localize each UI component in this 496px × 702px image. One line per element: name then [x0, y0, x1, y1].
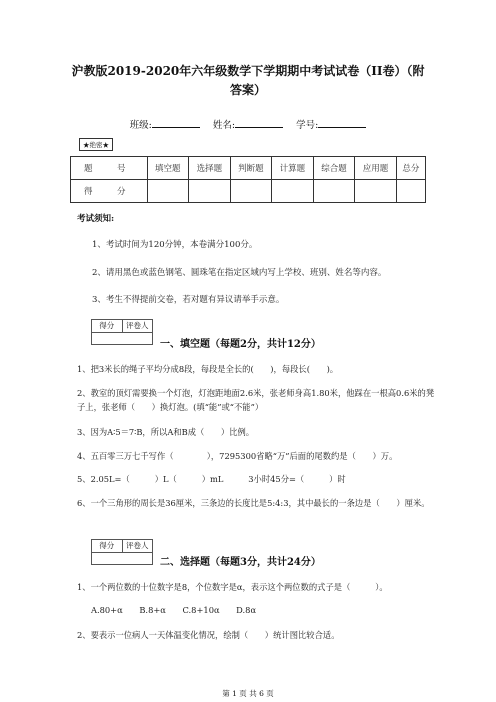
secret-badge: ★绝密★	[79, 138, 113, 151]
score-header-cell: 计算题	[272, 157, 314, 180]
question-item: 5、2.05L=（ ）L（ ）mL 3小时45分=（ ）时	[77, 474, 346, 484]
section1-heading: 一、填空题（每题2分，共计12分）	[160, 339, 321, 350]
name-field[interactable]	[235, 117, 283, 128]
notice-item: 1、考试时间为120分钟，本卷满分100分。	[92, 240, 258, 250]
question-item: 3、因为A∶5＝7∶B，所以A和B成（ ）比例。	[77, 427, 255, 437]
question-item: 1、把3米长的绳子平均分成8段，每段是全长的( )，每段长( )。	[77, 364, 339, 374]
grade-box-score-label: 得分	[92, 320, 123, 332]
notice-item: 3、考生不得提前交卷，若对题有异议请举手示意。	[92, 295, 285, 305]
class-label: 班级:	[129, 120, 152, 131]
score-header-cell: 选择题	[189, 157, 231, 180]
score-cell[interactable]	[147, 180, 189, 203]
score-header-cell: 判断题	[230, 157, 272, 180]
score-cell[interactable]	[230, 180, 272, 203]
score-cell[interactable]	[396, 180, 425, 203]
notice-title: 考试须知:	[77, 214, 115, 224]
score-header-cell: 综合题	[313, 157, 355, 180]
score-table	[70, 156, 426, 203]
page-title-line1: 沪教版2019-2020年六年级数学下学期期中考试试卷（II卷）（附	[71, 64, 425, 78]
question-item: 6、一个三角形的周长是36厘米，三条边的长度比是5:4:3，其中最长的一条边是（ ）厘米。	[77, 498, 430, 508]
grade-box-reviewer-label: 评卷人	[126, 321, 149, 330]
score-row-label: 得 分	[71, 180, 148, 203]
number-field[interactable]	[318, 117, 366, 128]
grade-box-2	[91, 539, 153, 565]
question-item: 4、五百零三万七千写作（ ），7295300省略“万”后面的尾数约是（ ）万。	[77, 451, 398, 461]
score-cell[interactable]	[272, 180, 314, 203]
question-item: 2、教室的顶灯需要换一个灯泡，灯泡距地面2.6米，张老师身高1.80米，他踩在一根高0.6米的凳子上，张老师（ ）换灯泡。(填“能”或“不能”）	[77, 388, 435, 412]
score-cell[interactable]	[313, 180, 355, 203]
notice-item: 2、请用黑色或蓝色钢笔、圆珠笔在指定区域内写上学校、班别、姓名等内容。	[92, 268, 387, 278]
student-info	[0, 117, 496, 131]
grade-box-1	[91, 319, 153, 345]
score-header-cell: 总分	[396, 157, 425, 180]
page-footer: 第 1 页 共 6 页	[222, 689, 274, 698]
page-title-line2: 答案）	[229, 83, 266, 97]
question-options: A.80+α B.8+α C.8+10α D.8α	[91, 605, 257, 615]
number-label: 学号:	[296, 120, 319, 131]
score-header-cell: 填空题	[147, 157, 189, 180]
name-label: 姓名:	[212, 120, 236, 131]
score-cell[interactable]	[355, 180, 397, 203]
score-table-score-row	[71, 180, 426, 203]
score-header-cell: 题 号	[71, 157, 148, 180]
section2-heading: 二、选择题（每题3分，共计24分）	[160, 557, 321, 568]
grade-box-reviewer-label: 评卷人	[126, 541, 149, 550]
score-table-header-row	[71, 157, 426, 180]
class-field[interactable]	[152, 117, 200, 128]
grade-box-score-label: 得分	[92, 540, 123, 552]
question-item: 2、要表示一位病人一天体温变化情况，绘制（ ）统计图比较合适。	[77, 630, 340, 640]
question-item: 1、一个两位数的十位数字是8，个位数字是α，表示这个两位数的式子是（ ）。	[77, 582, 388, 592]
score-cell[interactable]	[189, 180, 231, 203]
score-header-cell: 应用题	[355, 157, 397, 180]
